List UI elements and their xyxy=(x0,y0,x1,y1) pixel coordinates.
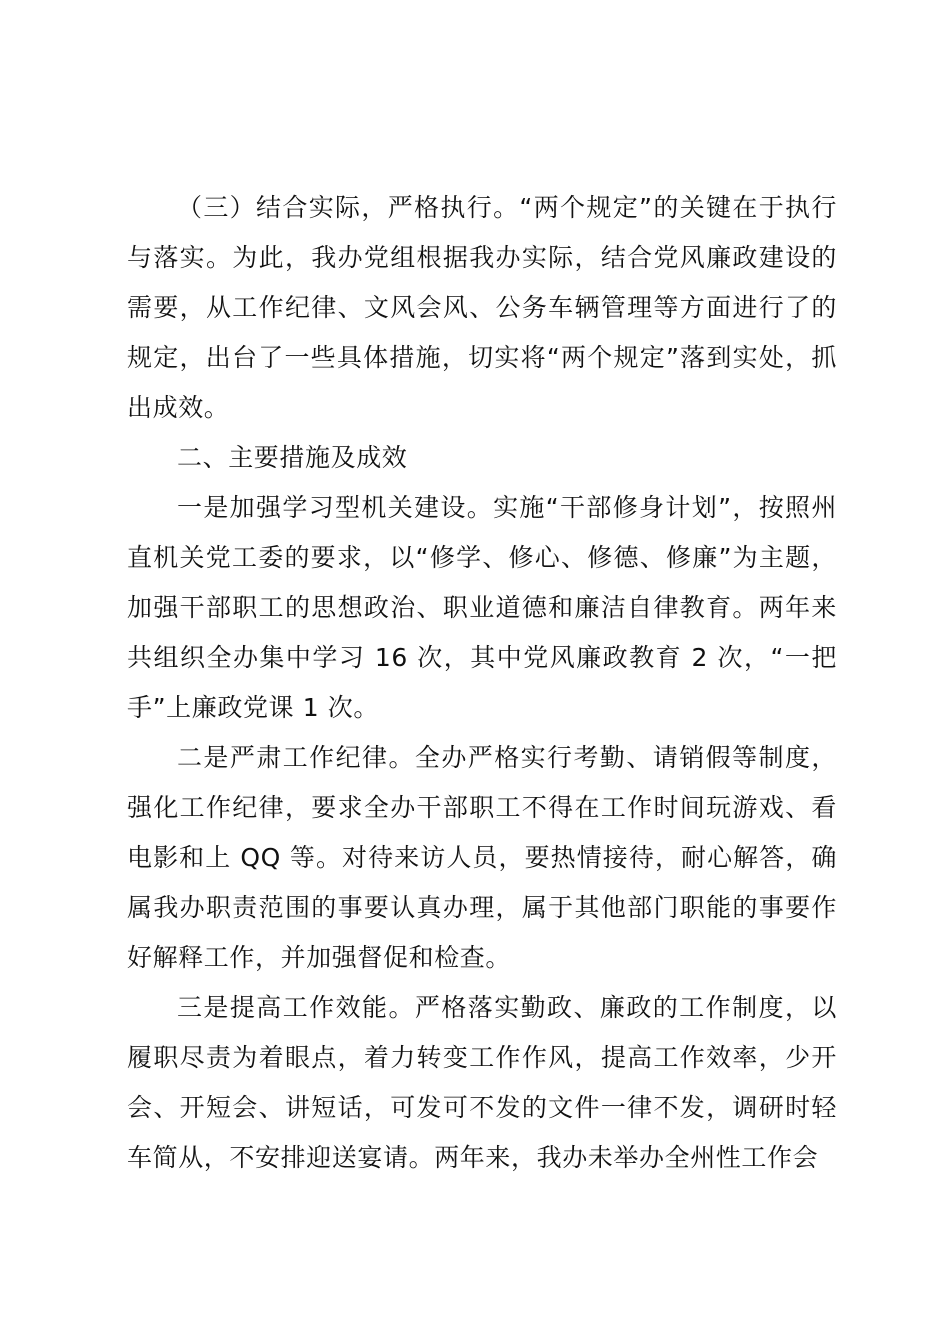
section-heading-measures: 二、主要措施及成效 xyxy=(177,443,408,472)
paragraph-measure-discipline: 二是严肃工作纪律。全办严格实行考勤、请销假等制度，强化工作纪律，要求全办干部职工不得在工作时间玩游戏、看电影和上 QQ 等。对待来访人员，要热情接待，耐心解答，确属我办职责范围的事要认真办理，属于其他部门职能的事要作好解释工作，并加强督促和检查。 xyxy=(127,743,837,972)
document-body xyxy=(127,183,837,1183)
paragraph-measure-learning: 一是加强学习型机关建设。实施“干部修身计划”，按照州直机关党工委的要求，以“修学、修心、修德、修廉”为主题，加强干部职工的思想政治、职业道德和廉洁自律教育。两年来共组织全办集中学习 16 次，其中党风廉政教育 2 次，“一把手”上廉政党课 1 次。 xyxy=(127,493,837,722)
paragraph-principle-three: （三）结合实际，严格执行。“两个规定”的关键在于执行与落实。为此，我办党组根据我办实际，结合党风廉政建设的需要，从工作纪律、文风会风、公务车辆管理等方面进行了的规定，出台了一些具体措施，切实将“两个规定”落到实处，抓出成效。 xyxy=(127,193,837,422)
paragraph-measure-efficiency: 三是提高工作效能。严格落实勤政、廉政的工作制度，以履职尽责为着眼点，着力转变工作作风，提高工作效率，少开会、开短会、讲短话，可发可不发的文件一律不发，调研时轻车简从，不安排迎送宴请。两年来，我办未举办全州性工作会 xyxy=(127,993,837,1172)
